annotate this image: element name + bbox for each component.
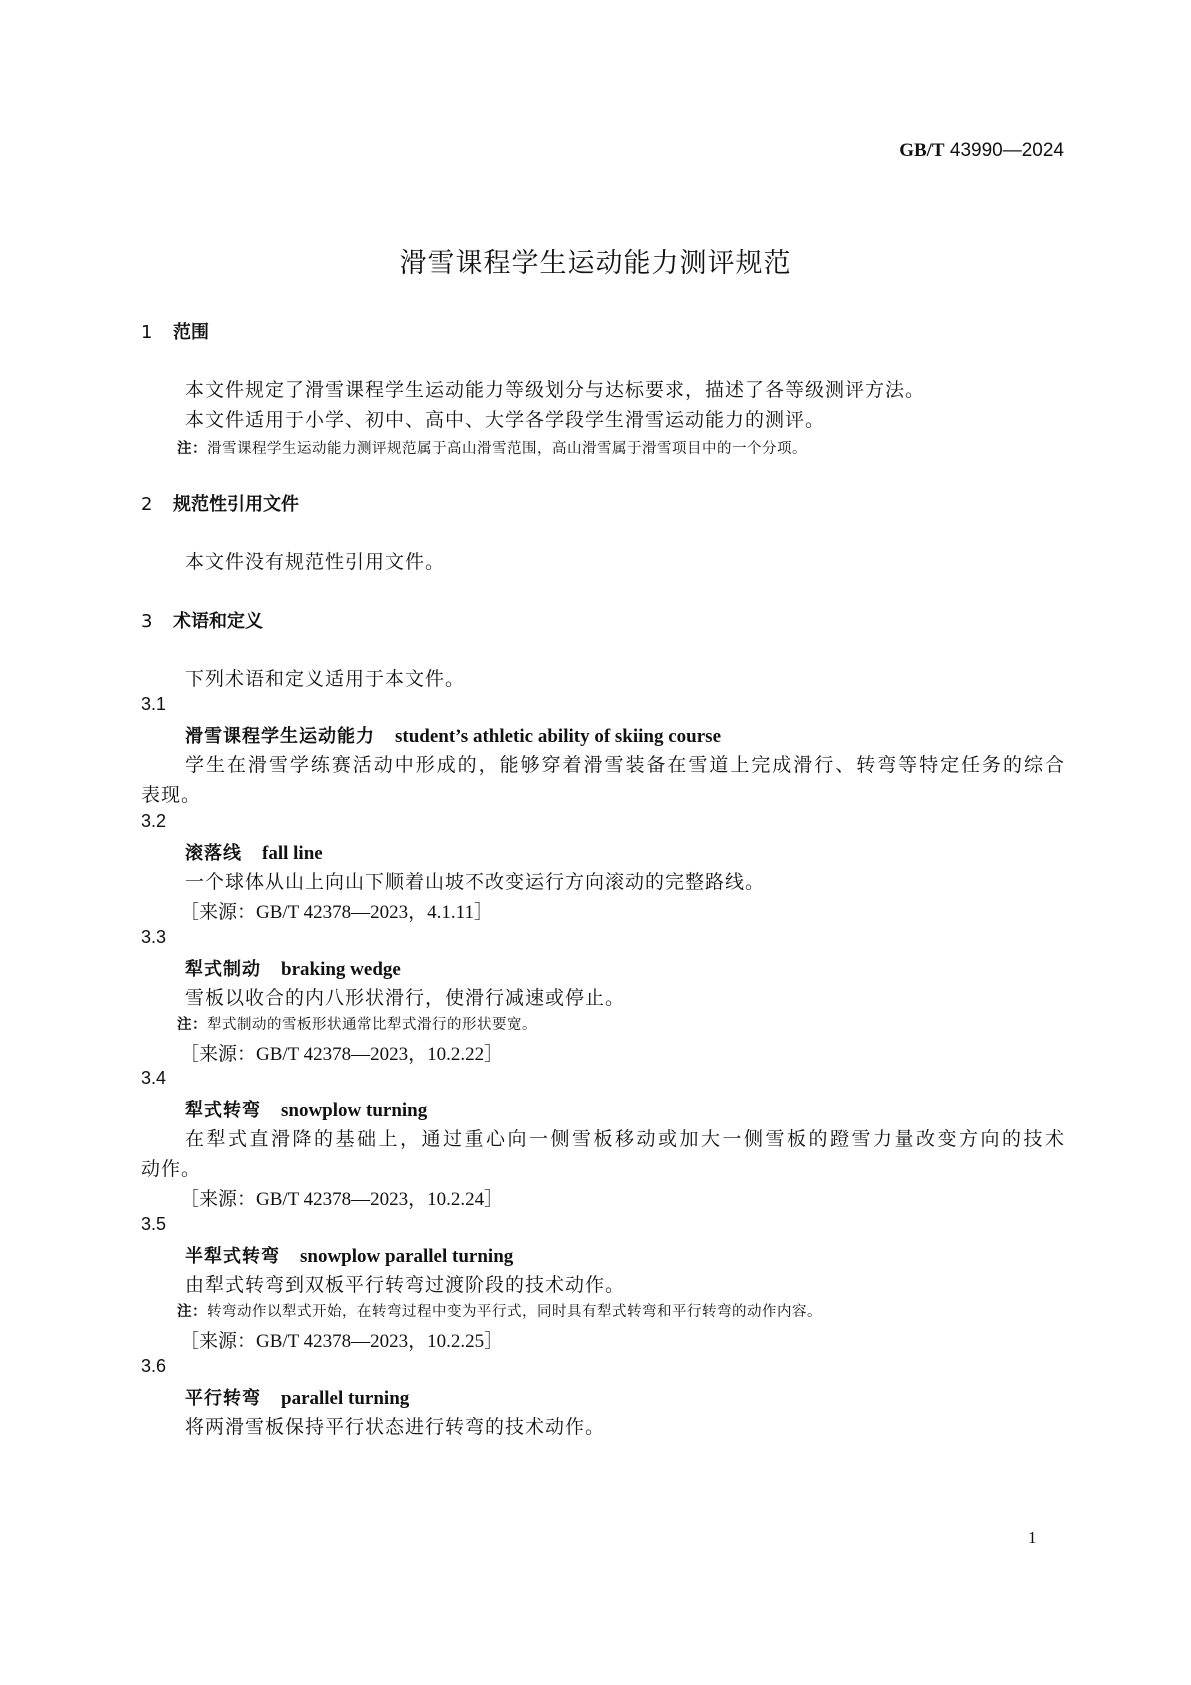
section-1-heading (141, 318, 209, 344)
note-text: 滑雪课程学生运动能力测评规范属于高山滑雪范围，高山滑雪属于滑雪项目中的一个分项。 (207, 441, 807, 457)
term-zh: 犁式制动 (185, 959, 261, 980)
document-title: 滑雪课程学生运动能力测评规范 (399, 248, 792, 279)
term-zh: 滚落线 (185, 843, 242, 864)
term-definition: 一个球体从山上向山下顺着山坡不改变运行方向滚动的完整路线。 (185, 871, 766, 893)
section-number: 3 (141, 611, 153, 632)
section-title: 规范性引用文件 (173, 494, 299, 515)
term-source: ［来源：GB/T 42378—2023，10.2.24］ (180, 1189, 504, 1210)
standard-code (899, 140, 1064, 162)
note-text: 犁式制动的雪板形状通常比犁式滑行的形状要宽。 (207, 1017, 537, 1033)
term-heading (185, 722, 721, 748)
term-en: snowplow parallel turning (300, 1246, 514, 1267)
term-zh: 滑雪课程学生运动能力 (185, 726, 375, 747)
page-number: 1 (1028, 1528, 1037, 1547)
paragraph: 下列术语和定义适用于本文件。 (185, 668, 466, 690)
term-definition: 由犁式转弯到双板平行转弯过渡阶段的技术动作。 (185, 1274, 626, 1296)
note-text: 转弯动作以犁式开始，在转弯过程中变为平行式，同时具有犁式转弯和平行转弯的动作内容。 (207, 1304, 822, 1320)
term-heading (185, 839, 323, 865)
section-number: 1 (141, 322, 153, 343)
term-definition: 将两滑雪板保持平行状态进行转弯的技术动作。 (185, 1416, 606, 1438)
term-en: braking wedge (281, 959, 401, 980)
term-definition-continued: 表现。 (141, 784, 202, 806)
term-zh: 平行转弯 (185, 1388, 261, 1409)
note (177, 1300, 822, 1321)
term-zh: 半犁式转弯 (185, 1246, 280, 1267)
section-number: 2 (141, 494, 153, 515)
section-2-heading (141, 490, 299, 516)
term-definition: 学生在滑雪学练赛活动中形成的，能够穿着滑雪装备在雪道上完成滑行、转弯等特定任务的综合 (185, 754, 1065, 776)
term-source: ［来源：GB/T 42378—2023，10.2.22］ (180, 1044, 504, 1065)
term-number: 3.5 (141, 1214, 167, 1234)
paragraph: 本文件没有规范性引用文件。 (185, 551, 446, 573)
term-en: student’s athletic ability of skiing course (395, 726, 721, 747)
term-number: 3.6 (141, 1356, 167, 1376)
term-number: 3.1 (141, 694, 167, 714)
note (177, 437, 807, 458)
term-definition: 雪板以收合的内八形状滑行，使滑行减速或停止。 (185, 987, 626, 1009)
term-number: 3.2 (141, 811, 167, 831)
term-source: ［来源：GB/T 42378—2023，10.2.25］ (180, 1331, 504, 1352)
paragraph: 本文件规定了滑雪课程学生运动能力等级划分与达标要求，描述了各等级测评方法。 (185, 379, 926, 401)
term-en: parallel turning (281, 1388, 410, 1409)
term-number: 3.4 (141, 1068, 167, 1088)
standard-code-prefix: GB/T (899, 140, 945, 161)
note-label: 注： (177, 1304, 207, 1320)
section-title: 范围 (173, 322, 209, 343)
section-title: 术语和定义 (173, 611, 263, 632)
term-en: fall line (262, 843, 323, 864)
term-source: ［来源：GB/T 42378—2023，4.1.11］ (180, 902, 493, 923)
term-definition-continued: 动作。 (141, 1158, 202, 1180)
section-3-heading (141, 607, 263, 633)
note-label: 注： (177, 1017, 207, 1033)
term-heading (185, 955, 401, 981)
term-heading (185, 1384, 409, 1410)
term-number: 3.3 (141, 927, 167, 947)
note-label: 注： (177, 441, 207, 457)
term-en: snowplow turning (281, 1100, 428, 1121)
standard-code-number: 43990—2024 (949, 140, 1064, 161)
note (177, 1013, 537, 1034)
term-zh: 犁式转弯 (185, 1100, 261, 1121)
term-definition: 在犁式直滑降的基础上，通过重心向一侧雪板移动或加大一侧雪板的蹬雪力量改变方向的技术 (185, 1128, 1065, 1150)
term-heading (185, 1242, 513, 1268)
term-heading (185, 1096, 427, 1122)
paragraph: 本文件适用于小学、初中、高中、大学各学段学生滑雪运动能力的测评。 (185, 409, 826, 431)
